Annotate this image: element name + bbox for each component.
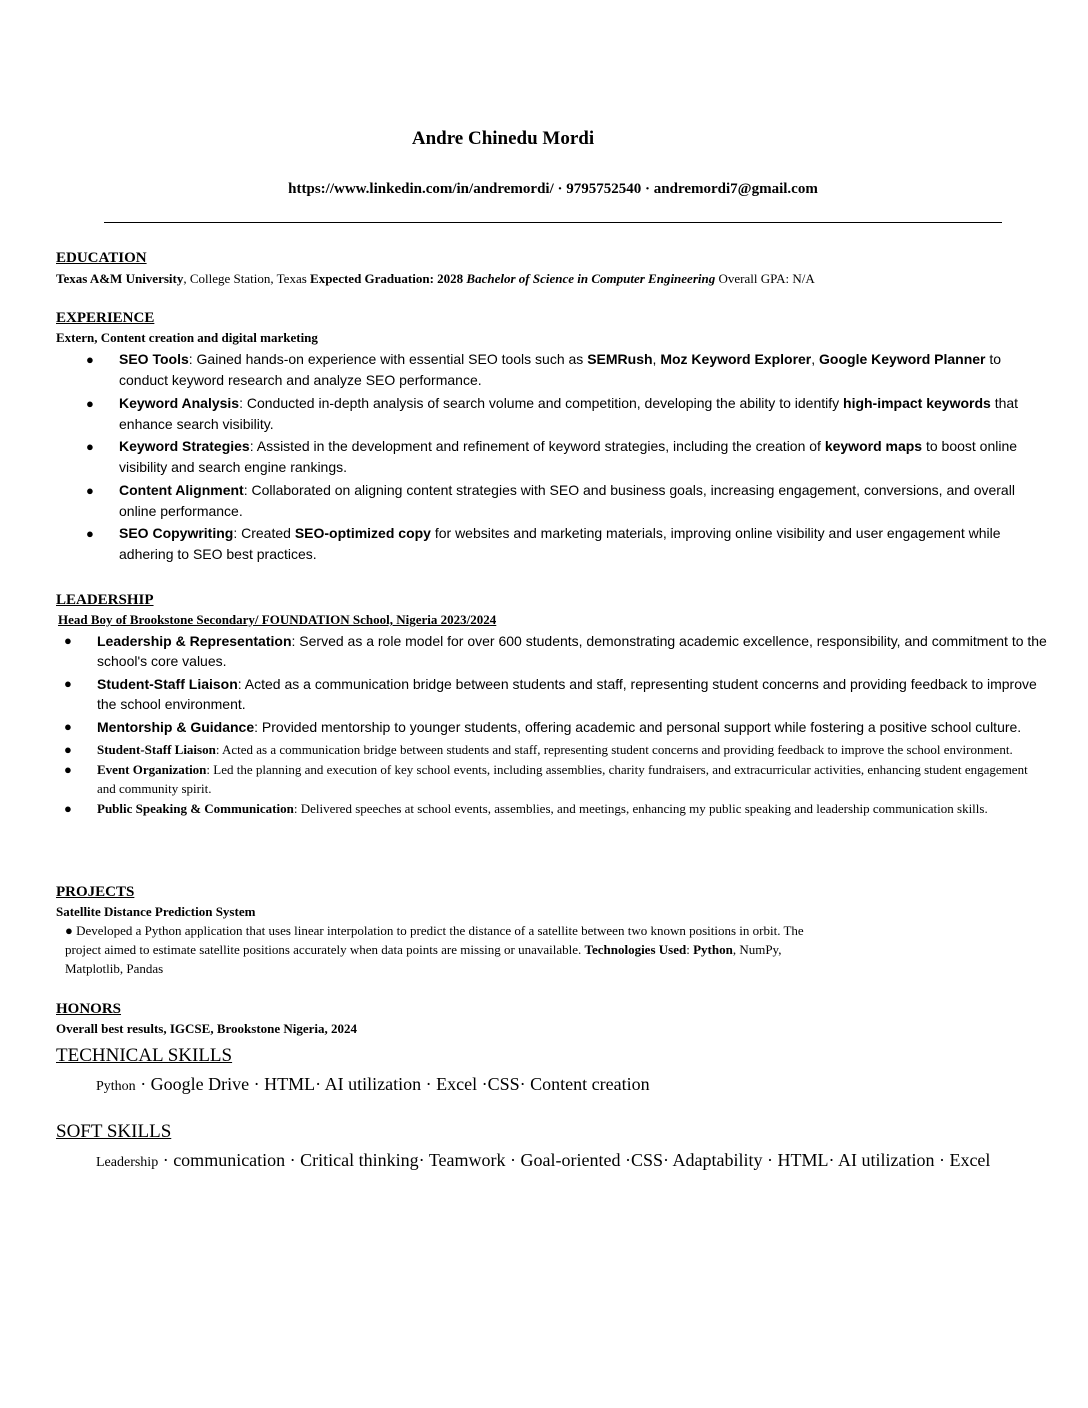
education-heading: EDUCATION bbox=[56, 250, 147, 266]
education-graduation: Expected Graduation: 2028 bbox=[310, 271, 467, 286]
bullet-icon: ● bbox=[86, 482, 94, 498]
leadership-role: Head Boy of Brookstone Secondary/ FOUNDATION School, Nigeria 2023/2024 bbox=[58, 612, 497, 627]
contact-line: https://www.linkedin.com/in/andremordi/ · 9795752540 · andremordi7@gmail.com bbox=[288, 181, 818, 197]
education-school: Texas A&M University bbox=[56, 271, 184, 286]
list-item: ● Student-Staff Liaison: Acted as a communication bridge between students and staff, representing student concerns and providing feedback to improve the school environment. bbox=[64, 742, 1013, 757]
projects-heading: PROJECTS bbox=[56, 884, 135, 900]
bullet-icon: ● bbox=[64, 676, 72, 691]
experience-role: Extern, Content creation and digital marketing bbox=[56, 330, 318, 345]
technical-skills-list: Python · Google Drive · HTML· AI utilization · Excel ·CSS· Content creation bbox=[96, 1074, 650, 1094]
bullet-icon: ● bbox=[64, 801, 72, 816]
project-description-line-2: project aimed to estimate satellite positions accurately when data points are missing or unavailable. Technologies Used: Python, NumPy, bbox=[65, 942, 782, 957]
bullet-icon: ● bbox=[86, 395, 94, 411]
bullet-icon: ● bbox=[64, 762, 72, 777]
bullet-icon: ● bbox=[86, 352, 94, 367]
leadership-list bbox=[64, 631, 1047, 819]
list-item: ● SEO Copywriting: Created SEO-optimized copy for websites and marketing materials, improving online visibility and user engagement while adhering to SEO best practices. bbox=[86, 525, 1001, 562]
candidate-name: Andre Chinedu Mordi bbox=[411, 128, 595, 149]
bullet-icon: ● bbox=[86, 439, 94, 454]
list-item: ● Content Alignment: Collaborated on aligning content strategies with SEO and business goals, increasing engagement, conversions, and overall online performance. bbox=[86, 481, 1015, 519]
project-description-line-3: Matplotlib, Pandas bbox=[65, 961, 164, 976]
education-entry bbox=[56, 270, 1056, 288]
bullet-icon: ● bbox=[64, 719, 72, 734]
leadership-heading: LEADERSHIP bbox=[56, 592, 154, 608]
honors-heading: HONORS bbox=[56, 1001, 122, 1017]
bullet-icon: ● bbox=[64, 742, 72, 757]
education-gpa: Overall GPA: N/A bbox=[715, 271, 815, 286]
soft-skills-heading: SOFT SKILLS bbox=[56, 1121, 172, 1142]
list-item: ● Public Speaking & Communication: Delivered speeches at school events, assemblies, and meetings, enhancing my public speaking and leadership communication skills. bbox=[64, 801, 988, 816]
list-item: ● Mentorship & Guidance: Provided mentorship to younger students, offering academic and personal support while fostering a positive school culture. bbox=[64, 719, 1022, 735]
project-title: Satellite Distance Prediction System bbox=[56, 904, 256, 919]
bullet-icon: ● bbox=[64, 633, 72, 648]
bullet-icon: ● bbox=[86, 526, 94, 541]
experience-list bbox=[86, 349, 1039, 567]
list-item: ● Student-Staff Liaison: Acted as a communication bridge between students and staff, representing student concerns and providing feedback to improve the school environment. bbox=[64, 676, 1037, 712]
list-item: ● SEO Tools: Gained hands-on experience with essential SEO tools such as SEMRush, Moz Keyword Explorer, Google Keyword Planner to conduct keyword research and analyze SEO performance. bbox=[86, 351, 1002, 388]
education-degree: Bachelor of Science in Computer Engineering bbox=[466, 271, 716, 286]
project-description-line-1: ● Developed a Python application that uses linear interpolation to predict the distance of a satellite between two known positions in orbit. The bbox=[65, 923, 804, 938]
list-item: ● Leadership & Representation: Served as a role model for over 600 students, demonstrating academic excellence, responsibility, and commitment to the school's core values. bbox=[64, 633, 1047, 669]
experience-heading: EXPERIENCE bbox=[56, 310, 155, 326]
list-item: ● Event Organization: Led the planning and execution of key school events, including assemblies, charity fundraisers, and extracurricular activities, enhancing student engagement and community spirit. bbox=[64, 762, 1028, 796]
list-item: ● Keyword Analysis: Conducted in-depth analysis of search volume and competition, developing the ability to identify high-impact keywords that enhance search visibility. bbox=[86, 394, 1019, 432]
honors-item: Overall best results, IGCSE, Brookstone Nigeria, 2024 bbox=[56, 1021, 358, 1036]
list-item: ● Keyword Strategies: Assisted in the development and refinement of keyword strategies, including the creation of keyword maps to boost online visibility and search engine rankings. bbox=[86, 438, 1018, 475]
technical-skills-heading: TECHNICAL SKILLS bbox=[56, 1045, 233, 1066]
header-divider bbox=[104, 222, 1002, 223]
soft-skills-list: Leadership · communication · Critical thinking· Teamwork · Goal-oriented ·CSS· Adaptability · HTML· AI utilization · Excel bbox=[96, 1150, 991, 1170]
education-location: , College Station, Texas bbox=[183, 271, 311, 286]
